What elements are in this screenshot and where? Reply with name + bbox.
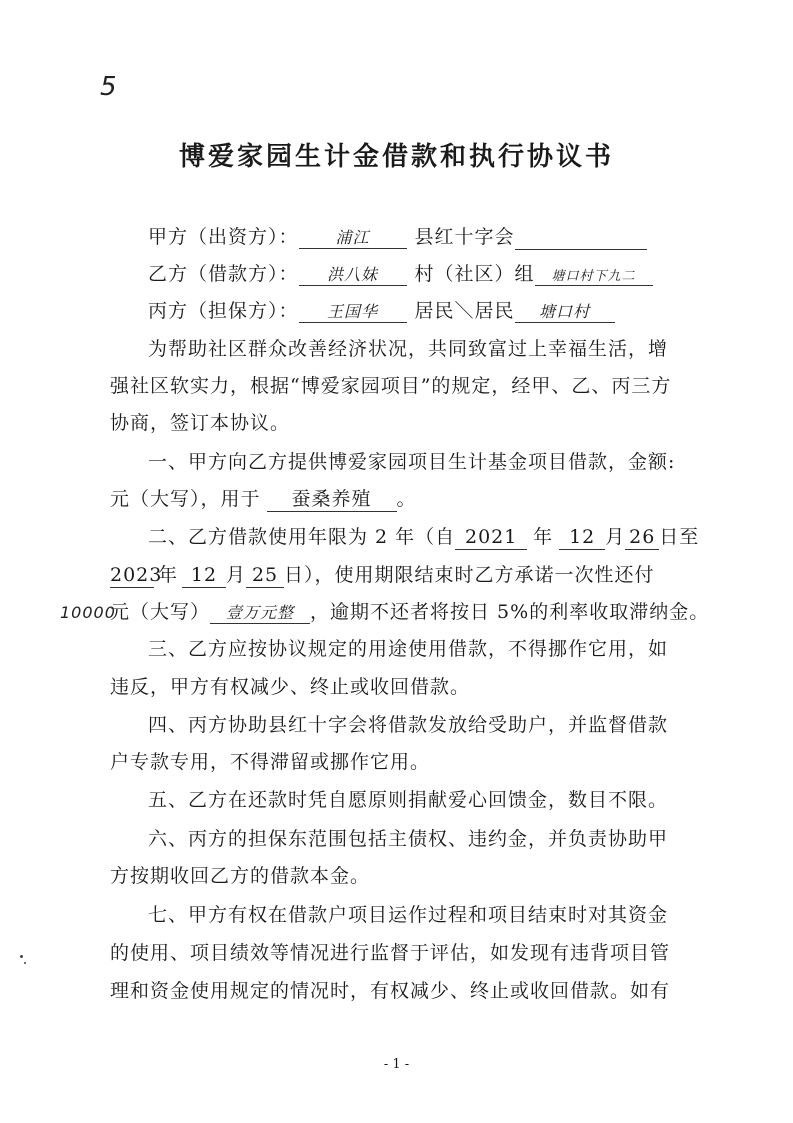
clause2-year-char: 年 bbox=[533, 526, 554, 548]
clause2-end-month: 12 bbox=[182, 566, 226, 588]
party-c-resident-handwritten: 塘口村 bbox=[515, 304, 615, 323]
margin-handwritten-mark: 5 bbox=[100, 72, 117, 102]
clause1-end: 。 bbox=[396, 488, 417, 510]
clause1-prefix: 元（大写），用于 bbox=[110, 488, 261, 510]
clause2-prefix: 二、乙方借款使用年限为 2 年（自 bbox=[148, 526, 456, 548]
clause5-line-1: 五、乙方在还款时凭自愿原则捐献爱心回馈金，数目不限。 bbox=[148, 789, 669, 811]
clause6-line-1: 六、丙方的担保东范围包括主债权、违约金，并负责协助甲 bbox=[148, 828, 669, 850]
party-a-suffix: 县红十字会 bbox=[414, 226, 515, 248]
clause2-day-to: 日至 bbox=[659, 526, 700, 548]
party-a-county-handwritten: 浦江 bbox=[299, 230, 407, 249]
clause2-amount-words: 壹万元整 bbox=[210, 605, 310, 624]
clause2-end-day: 25 bbox=[246, 566, 284, 588]
clause2-start-year: 2021 bbox=[455, 528, 527, 550]
clause2-end-year: 2023 bbox=[110, 564, 163, 586]
party-c-name-handwritten: 王国华 bbox=[299, 304, 407, 323]
clause2-end-month-char: 月 bbox=[226, 564, 247, 586]
clause7-line-1: 七、甲方有权在借款户项目运作过程和项目结束时对其资金 bbox=[148, 904, 669, 926]
party-c-line bbox=[148, 302, 615, 323]
party-b-village-handwritten: 塘口村下九二 bbox=[535, 270, 653, 286]
intro-line-3: 协商，签订本协议。 bbox=[110, 412, 291, 434]
clause2-start-day: 26 bbox=[625, 528, 659, 550]
clause2-end-year-char: 年 bbox=[158, 564, 179, 586]
party-c-label: 丙方（担保方）： bbox=[148, 300, 299, 322]
document-title: 博爱家园生计金借款和执行协议书 bbox=[178, 142, 614, 172]
clause7-line-2: 的使用、项目绩效等情况进行监督于评估，如发现有违背项目管 bbox=[110, 942, 671, 964]
clause1-line-1: 一、甲方向乙方提供博爱家园项目生计基金项目借款，金额: bbox=[148, 451, 676, 473]
intro-line-2: 强社区软实力，根据“博爱家园项目”的规定，经甲、乙、丙三方 bbox=[110, 375, 672, 397]
clause6-line-2: 方按期收回乙方的借款本金。 bbox=[110, 865, 371, 887]
clause2-line-2 bbox=[110, 566, 655, 588]
clause2-line2-suffix: 日），使用期限结束时乙方承诺一次性还付 bbox=[284, 564, 655, 586]
party-b-village-label: 村（社区）组 bbox=[414, 263, 535, 285]
clause2-month-char: 月 bbox=[605, 526, 626, 548]
clause7-line-3: 理和资金使用规定的情况时，有权减少、终止或收回借款。如有 bbox=[110, 980, 671, 1002]
party-c-resident-label: 居民＼居民 bbox=[414, 300, 515, 322]
scan-speck bbox=[20, 955, 23, 958]
clause2-line-1 bbox=[148, 528, 699, 550]
party-a-label: 甲方（出资方）： bbox=[148, 226, 299, 248]
party-b-label: 乙方（借款方）： bbox=[148, 263, 299, 285]
party-a-line bbox=[148, 228, 647, 250]
clause3-line-1: 三、乙方应按协议规定的用途使用借款，不得挪作它用，如 bbox=[148, 638, 669, 660]
clause4-line-1: 四、丙方协助县红十字会将借款发放给受助户，并监督借款 bbox=[148, 714, 669, 736]
clause2-line3-suffix: ，逾期不还者将按日 5%的利率收取滞纳金。 bbox=[310, 601, 710, 623]
clause2-amount-label: 元（大写） bbox=[110, 601, 211, 623]
party-a-blank bbox=[515, 228, 647, 250]
party-b-name-handwritten: 洪八妹 bbox=[299, 267, 407, 286]
page-number: - 1 - bbox=[383, 1057, 410, 1072]
scan-speck bbox=[24, 962, 26, 964]
clause2-amount-numeric: 10000 bbox=[60, 603, 116, 622]
intro-line-1: 为帮助社区群众改善经济状况，共同致富过上幸福生活，增 bbox=[148, 338, 669, 360]
clause3-line-2: 违反，甲方有权减少、终止或收回借款。 bbox=[110, 676, 471, 698]
party-b-line bbox=[148, 265, 653, 286]
clause2-start-month: 12 bbox=[559, 528, 605, 550]
clause4-line-2: 户专款专用，不得滞留或挪作它用。 bbox=[110, 751, 431, 773]
clause1-purpose: 蚕桑养殖 bbox=[267, 490, 397, 512]
clause2-line-3 bbox=[60, 603, 709, 624]
clause1-line-2 bbox=[110, 490, 417, 512]
